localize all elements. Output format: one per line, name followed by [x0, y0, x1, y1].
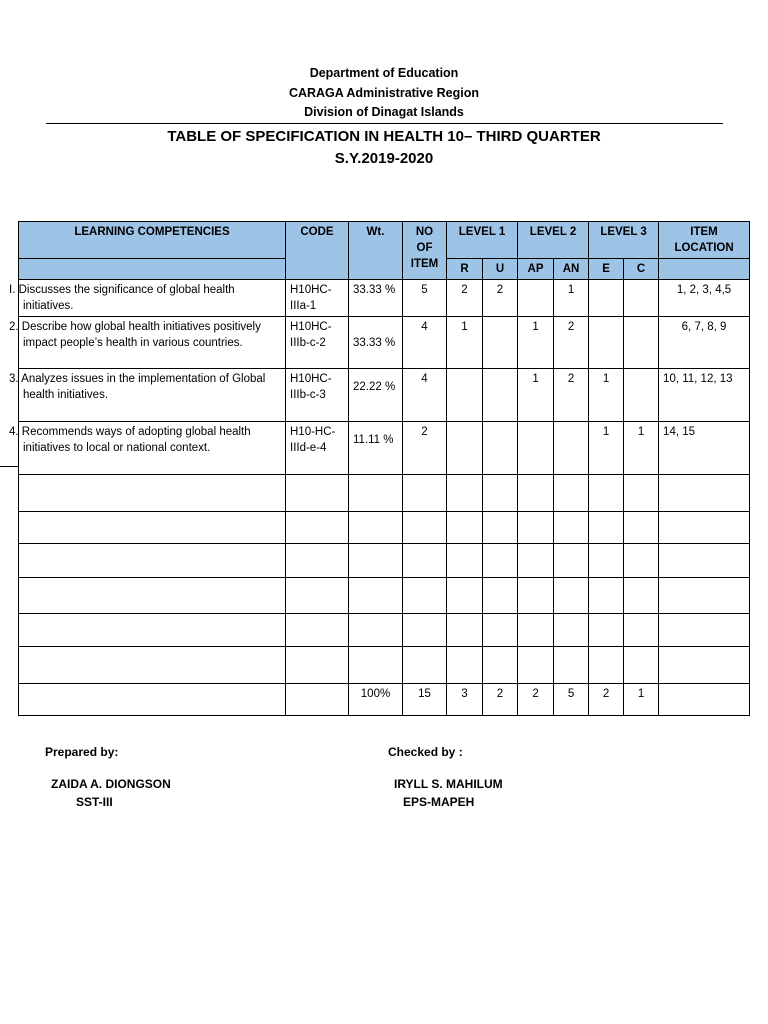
empty-row [19, 578, 750, 614]
items-cell: 4 [403, 317, 447, 369]
header-code: CODE [286, 222, 349, 280]
header-level3: LEVEL 3 [589, 222, 659, 259]
division-name: Division of Dinagat Islands [304, 105, 464, 119]
total-items-cell: 15 [403, 684, 447, 716]
header-r: R [447, 259, 483, 280]
code-cell: H10HC-IIIb-c-2 [286, 317, 349, 369]
total-weight-cell: 100% [349, 684, 403, 716]
c-cell [624, 369, 659, 422]
e-cell [589, 317, 624, 369]
totals-row [19, 684, 750, 716]
an-cell: 2 [554, 317, 589, 369]
items-cell: 5 [403, 280, 447, 317]
header-item-location: ITEM LOCATION [659, 222, 750, 259]
code-cell: H10HC-IIIb-c-3 [286, 369, 349, 422]
c-cell [624, 317, 659, 369]
competency-cell: 2. Describe how global health initiatives positively impact people’s health in various countries. [19, 317, 286, 369]
e-cell: 1 [589, 422, 624, 475]
header-wt: Wt. [349, 222, 403, 280]
header-u: U [483, 259, 518, 280]
u-cell [483, 369, 518, 422]
c-cell [624, 280, 659, 317]
totals-location-blank [659, 684, 750, 716]
weight-cell: 11.11 % [349, 422, 403, 475]
empty-row [19, 614, 750, 647]
subheader-blank [19, 259, 286, 280]
table-row [19, 280, 750, 317]
totals-blank [19, 684, 286, 716]
code-cell: H10HC-IIIa-1 [286, 280, 349, 317]
checker-name: IRYLL S. MAHILUM [394, 777, 503, 791]
table-row [19, 369, 750, 422]
empty-row [19, 647, 750, 684]
header-level2: LEVEL 2 [518, 222, 589, 259]
competency-cell: 3. Analyzes issues in the implementation of Global health initiatives. [19, 369, 286, 422]
total-r-cell: 3 [447, 684, 483, 716]
header-row [19, 222, 750, 259]
total-u-cell: 2 [483, 684, 518, 716]
competency-cell: 4. Recommends ways of adopting global health initiatives to local or national context. [19, 422, 286, 475]
header-c: C [624, 259, 659, 280]
ap-cell: 1 [518, 369, 554, 422]
u-cell [483, 317, 518, 369]
total-c-cell: 1 [624, 684, 659, 716]
total-an-cell: 5 [554, 684, 589, 716]
competency-cell: I. Discusses the significance of global health initiatives. [19, 280, 286, 317]
location-cell: 10, 11, 12, 13 [659, 369, 750, 422]
r-cell [447, 422, 483, 475]
location-cell: 6, 7, 8, 9 [659, 317, 750, 369]
r-cell [447, 369, 483, 422]
preparer-title: SST-III [76, 795, 113, 809]
checked-by-label: Checked by : [388, 745, 463, 759]
items-cell: 4 [403, 369, 447, 422]
preparer-name: ZAIDA A. DIONGSON [51, 777, 171, 791]
header-level1: LEVEL 1 [447, 222, 518, 259]
empty-row [19, 544, 750, 578]
weight-cell: 33.33 % [349, 317, 403, 369]
header-an: AN [554, 259, 589, 280]
school-year: S.Y.2019-2020 [334, 150, 434, 167]
header-no-items: NO OF ITEM [403, 222, 447, 280]
checker-title: EPS-MAPEH [403, 795, 475, 809]
e-cell [589, 280, 624, 317]
total-ap-cell: 2 [518, 684, 554, 716]
location-cell: 14, 15 [659, 422, 750, 475]
page-title: TABLE OF SPECIFICATION IN HEALTH 10– THIRD QUARTER [167, 128, 601, 145]
weight-cell: 22.22 % [349, 369, 403, 422]
empty-row [19, 512, 750, 544]
margin-mark [0, 466, 18, 467]
u-cell: 2 [483, 280, 518, 317]
totals-code-blank [286, 684, 349, 716]
header-competencies: LEARNING COMPETENCIES [19, 222, 286, 259]
department-name: Department of Education [309, 66, 459, 80]
c-cell: 1 [624, 422, 659, 475]
header-divider [46, 123, 723, 124]
weight-cell: 33.33 % [349, 280, 403, 317]
region-name: CARAGA Administrative Region [288, 86, 480, 100]
prepared-by-label: Prepared by: [45, 745, 119, 759]
ap-cell [518, 280, 554, 317]
e-cell: 1 [589, 369, 624, 422]
an-cell [554, 422, 589, 475]
subheader-blank-location [659, 259, 750, 280]
u-cell [483, 422, 518, 475]
header-e: E [589, 259, 624, 280]
r-cell: 2 [447, 280, 483, 317]
r-cell: 1 [447, 317, 483, 369]
ap-cell [518, 422, 554, 475]
ap-cell: 1 [518, 317, 554, 369]
an-cell: 2 [554, 369, 589, 422]
header-ap: AP [518, 259, 554, 280]
location-cell: 1, 2, 3, 4,5 [659, 280, 750, 317]
items-cell: 2 [403, 422, 447, 475]
table-row [19, 317, 750, 369]
empty-row [19, 475, 750, 512]
specification-table [9, 221, 750, 716]
total-e-cell: 2 [589, 684, 624, 716]
code-cell: H10-HC-IIId-e-4 [286, 422, 349, 475]
an-cell: 1 [554, 280, 589, 317]
table-row [19, 422, 750, 475]
